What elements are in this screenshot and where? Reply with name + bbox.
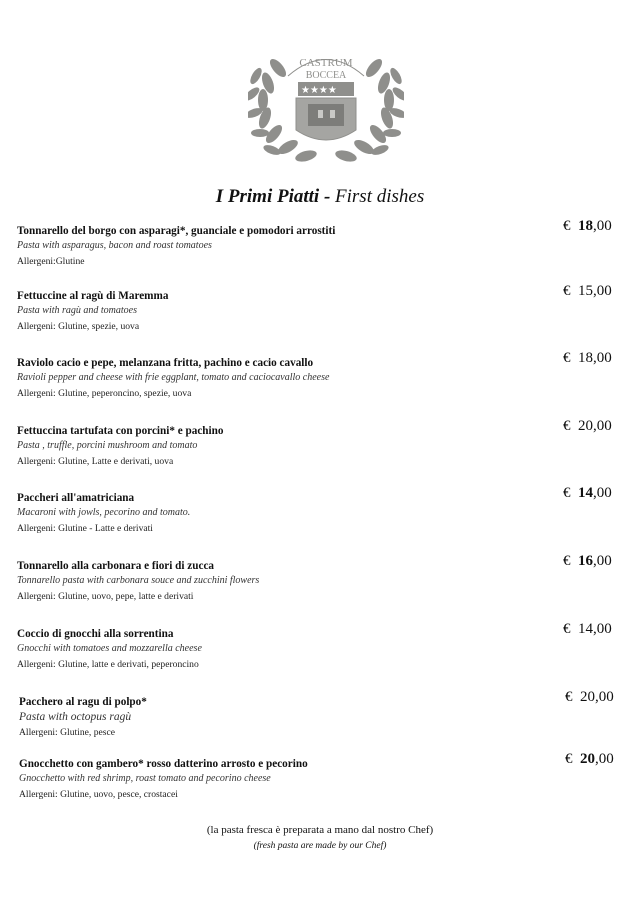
dish-allergens: Allergeni: Glutine - Latte e derivati <box>17 523 153 534</box>
menu-item <box>17 218 617 270</box>
dish-name: Paccheri all'amatriciana <box>17 492 135 504</box>
dish-allergens: Allergeni: Glutine, pesce <box>19 727 115 738</box>
currency-symbol: € <box>565 689 573 705</box>
dish-description: Gnocchi with tomatoes and mozzarella cheese <box>17 643 202 654</box>
dish-description: Ravioli pepper and cheese with frie eggplant, tomato and caciocavallo cheese <box>17 372 330 383</box>
svg-text:CASTRUM: CASTRUM <box>299 57 353 69</box>
price-whole: 20 <box>580 751 595 767</box>
menu-item <box>17 350 617 402</box>
price-whole: 18 <box>578 350 593 366</box>
dish-price <box>563 553 612 570</box>
dish-name: Fettuccina tartufata con porcini* e pachino <box>17 425 224 437</box>
price-whole: 18 <box>578 218 593 234</box>
dish-allergens: Allergeni: Glutine, spezie, uova <box>17 321 140 332</box>
dish-name: Tonnarello del borgo con asparagi*, guanciale e pomodori arrostiti <box>17 225 336 237</box>
fresh-pasta-note-italian: (la pasta fresca è preparata a mano dal nostro Chef) <box>206 824 434 836</box>
price-cents: ,00 <box>593 418 612 434</box>
price-cents: ,00 <box>593 218 612 234</box>
price-cents: ,00 <box>593 621 612 637</box>
castrum-boccea-logo <box>248 38 404 166</box>
dish-allergens: Allergeni:Glutine <box>17 256 85 267</box>
currency-symbol: € <box>563 553 571 569</box>
price-cents: ,00 <box>593 350 612 366</box>
currency-symbol: € <box>563 621 571 637</box>
dish-price <box>563 621 612 638</box>
section-title-english: First dishes <box>335 186 425 207</box>
dish-description: Macaroni with jowls, pecorino and tomato. <box>17 507 191 518</box>
price-cents: ,00 <box>593 553 612 569</box>
dish-allergens: Allergeni: Glutine, latte e derivati, peperoncino <box>17 659 199 670</box>
dish-allergens: Allergeni: Glutine, Latte e derivati, uova <box>17 456 174 467</box>
currency-symbol: € <box>565 751 573 767</box>
dish-price <box>563 283 612 300</box>
currency-symbol: € <box>563 218 571 234</box>
dish-price <box>563 350 612 367</box>
dish-name: Coccio di gnocchi alla sorrentina <box>17 628 174 640</box>
dish-name: Fettuccine al ragù di Maremma <box>17 290 169 302</box>
dish-description: Gnocchetto with red shrimp, roast tomato and pecorino cheese <box>19 773 271 784</box>
price-cents: ,00 <box>595 751 614 767</box>
section-title <box>0 186 640 208</box>
price-whole: 14 <box>578 485 593 501</box>
svg-text:BOCCEA: BOCCEA <box>305 70 347 81</box>
price-cents: ,00 <box>593 283 612 299</box>
menu-item <box>19 751 619 803</box>
dish-price <box>563 485 612 502</box>
dish-price <box>563 418 612 435</box>
price-whole: 20 <box>580 689 595 705</box>
dish-name: Pacchero al ragu di polpo* <box>19 696 147 708</box>
fresh-pasta-note-english: (fresh pasta are made by our Chef) <box>253 841 387 851</box>
dish-description: Pasta with octopus ragù <box>19 711 132 723</box>
dish-allergens: Allergeni: Glutine, uovo, pepe, latte e derivati <box>17 591 194 602</box>
price-cents: ,00 <box>595 689 614 705</box>
price-cents: ,00 <box>593 485 612 501</box>
menu-item <box>17 621 617 673</box>
price-whole: 16 <box>578 553 593 569</box>
dish-description: Pasta with ragù and tomatoes <box>17 305 138 316</box>
price-whole: 14 <box>578 621 593 637</box>
dish-price <box>565 689 614 706</box>
dish-allergens: Allergeni: Glutine, peperoncino, spezie, uova <box>17 388 192 399</box>
price-whole: 20 <box>578 418 593 434</box>
currency-symbol: € <box>563 418 571 434</box>
dish-name: Tonnarello alla carbonara e fiori di zucca <box>17 560 215 572</box>
dish-price <box>563 218 612 235</box>
currency-symbol: € <box>563 350 571 366</box>
dish-name: Raviolo cacio e pepe, melanzana fritta, pachino e cacio cavallo <box>17 357 314 369</box>
currency-symbol: € <box>563 485 571 501</box>
svg-text:★★★★: ★★★★ <box>301 85 337 96</box>
menu-item <box>17 283 617 335</box>
dish-description: Pasta , truffle, porcini mushroom and tomato <box>17 440 198 451</box>
menu-item <box>17 418 617 470</box>
menu-item <box>19 689 619 741</box>
dish-description: Pasta with asparagus, bacon and roast tomatoes <box>17 240 212 251</box>
section-title-italian: I Primi Piatti - <box>215 186 331 207</box>
menu-item <box>17 485 617 537</box>
dish-allergens: Allergeni: Glutine, uovo, pesce, crostacei <box>19 789 178 800</box>
dish-name: Gnocchetto con gambero* rosso datterino arrosto e pecorino <box>19 758 308 770</box>
dish-description: Tonnarello pasta with carbonara souce and zucchini flowers <box>17 575 260 586</box>
menu-item <box>17 553 617 605</box>
dish-price <box>565 751 614 768</box>
price-whole: 15 <box>578 283 593 299</box>
currency-symbol: € <box>563 283 571 299</box>
